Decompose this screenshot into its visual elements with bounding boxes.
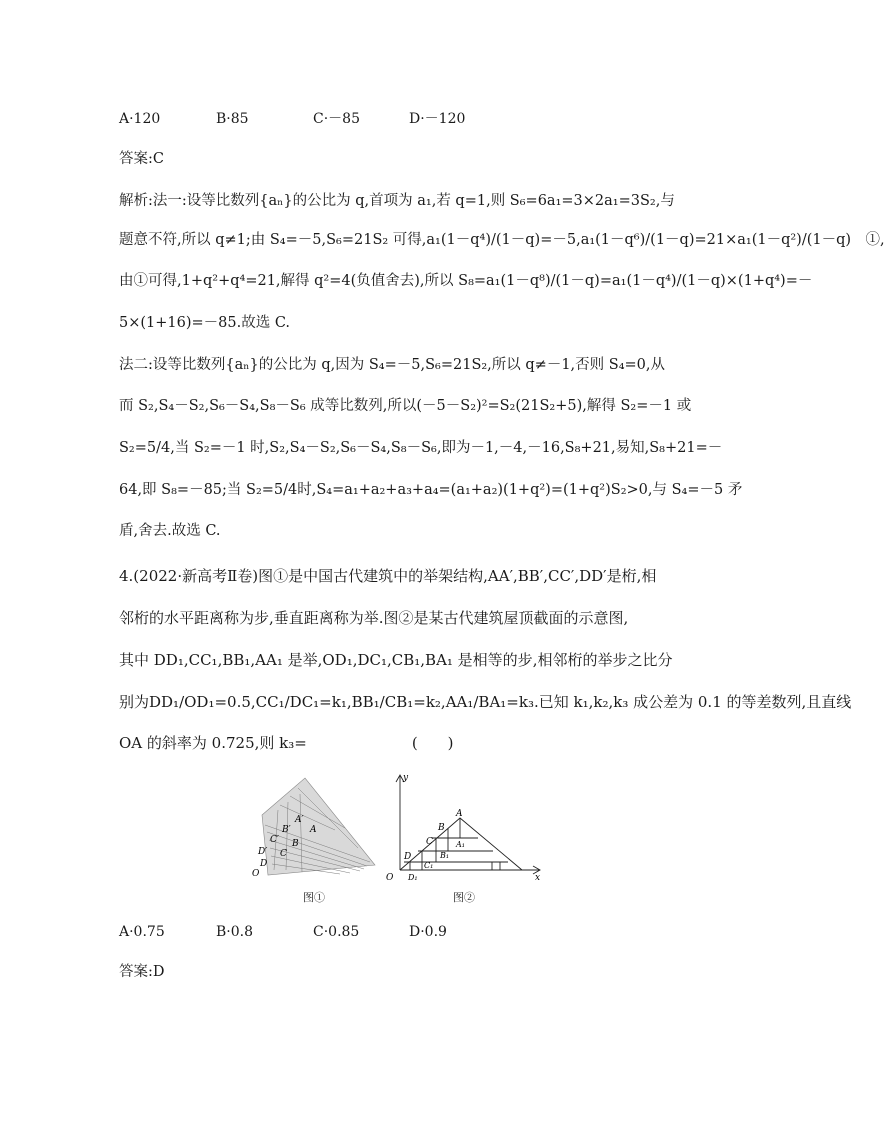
fig2-label: A₁: [456, 840, 465, 849]
fig2-label: D₁: [408, 873, 418, 882]
analysis-line: 5×(1+16)=－85.故选 C.: [119, 315, 291, 331]
fig1-label: C: [280, 849, 287, 859]
fig1-label: D: [260, 859, 268, 869]
fig2-label: D: [404, 852, 412, 862]
fig1-label: O: [252, 869, 260, 879]
fig2-label: O: [386, 873, 394, 883]
stem-line: OA 的斜率为 0.725,则 k₃= ( ): [119, 734, 454, 752]
fig2-label: B: [438, 823, 445, 833]
analysis-line: 而 S₂,S₄－S₂,S₆－S₄,S₈－S₆ 成等比数列,所以(－5－S₂)²=S₂(21S₂+5),解得 S₂=－1 或: [119, 398, 692, 414]
q3-answer: 答案:C: [119, 151, 164, 167]
analysis-line: 盾,舍去.故选 C.: [119, 523, 221, 539]
fig1-label: A′: [295, 815, 304, 825]
figure1-caption: 图①: [303, 891, 325, 904]
option-b: B·85: [216, 111, 249, 127]
option-a: A·120: [119, 111, 161, 127]
option-c: C·－85: [313, 111, 360, 127]
fig1-label: B: [292, 839, 299, 849]
fig1-label: C′: [270, 835, 279, 845]
stem-line: 邻桁的水平距离称为步,垂直距离称为举.图②是某古代建筑屋顶截面的示意图,: [119, 609, 629, 627]
fig2-label: C: [426, 837, 433, 847]
analysis-line: 64,即 S₈=－85;当 S₂=5/4时,S₄=a₁+a₂+a₃+a₄=(a₁+a₂)(1+q²)=(1+q²)S₂>0,与 S₄=－5 矛: [119, 482, 743, 498]
stem-line: 别为DD₁/OD₁=0.5,CC₁/DC₁=k₁,BB₁/CB₁=k₂,AA₁/BA₁=k₃.已知 k₁,k₂,k₃ 成公差为 0.1 的等差数列,且直线: [119, 693, 852, 711]
analysis-line: 由①可得,1+q²+q⁴=21,解得 q²=4(负值舍去),所以 S₈=a₁(1－q⁸)/(1－q)=a₁(1－q⁴)/(1－q)×(1+q⁴)=－: [119, 273, 813, 289]
fig2-label: C₁: [424, 861, 434, 870]
fig2-axis-x: x: [535, 873, 541, 883]
analysis-line: S₂=5/4,当 S₂=－1 时,S₂,S₄－S₂,S₆－S₄,S₈－S₆,即为－1,－4,－16,S₈+21,易知,S₈+21=－: [119, 440, 723, 456]
stem-line: 其中 DD₁,CC₁,BB₁,AA₁ 是举,OD₁,DC₁,CB₁,BA₁ 是相等的步,相邻桁的举步之比分: [119, 651, 673, 669]
fig2-label: A: [456, 809, 463, 819]
stem-line: 4.(2022·新高考Ⅱ卷)图①是中国古代建筑中的举架结构,AA′,BB′,CC′,DD′是桁,相: [119, 567, 657, 585]
fig1-label: D′: [258, 847, 268, 857]
figure1-roof-photo: [250, 770, 380, 885]
option-d: D·0.9: [409, 924, 447, 940]
analysis-line: 法二:设等比数列{aₙ}的公比为 q,因为 S₄=－5,S₆=21S₂,所以 q≠－1,否则 S₄=0,从: [119, 357, 666, 373]
fig2-label: B₁: [440, 851, 450, 860]
fig1-label: A: [310, 825, 317, 835]
option-b: B·0.8: [216, 924, 254, 940]
analysis-line: 题意不符,所以 q≠1;由 S₄=－5,S₆=21S₂ 可得,a₁(1－q⁴)/(1－q)=－5,a₁(1－q⁶)/(1－q)=21×a₁(1－q²)/(1－q) ①,: [119, 232, 885, 248]
option-c: C·0.85: [313, 924, 360, 940]
option-d: D·－120: [409, 111, 466, 127]
fig2-axis-y: y: [403, 773, 409, 783]
analysis-line: 解析:法一:设等比数列{aₙ}的公比为 q,首项为 a₁,若 q=1,则 S₆=6a₁=3×2a₁=3S₂,与: [119, 193, 675, 209]
q4-answer: 答案:D: [119, 964, 165, 980]
figure2-caption: 图②: [453, 891, 475, 904]
option-a: A·0.75: [119, 924, 165, 940]
fig1-label: B′: [282, 825, 291, 835]
figure2-schematic: [380, 770, 550, 885]
